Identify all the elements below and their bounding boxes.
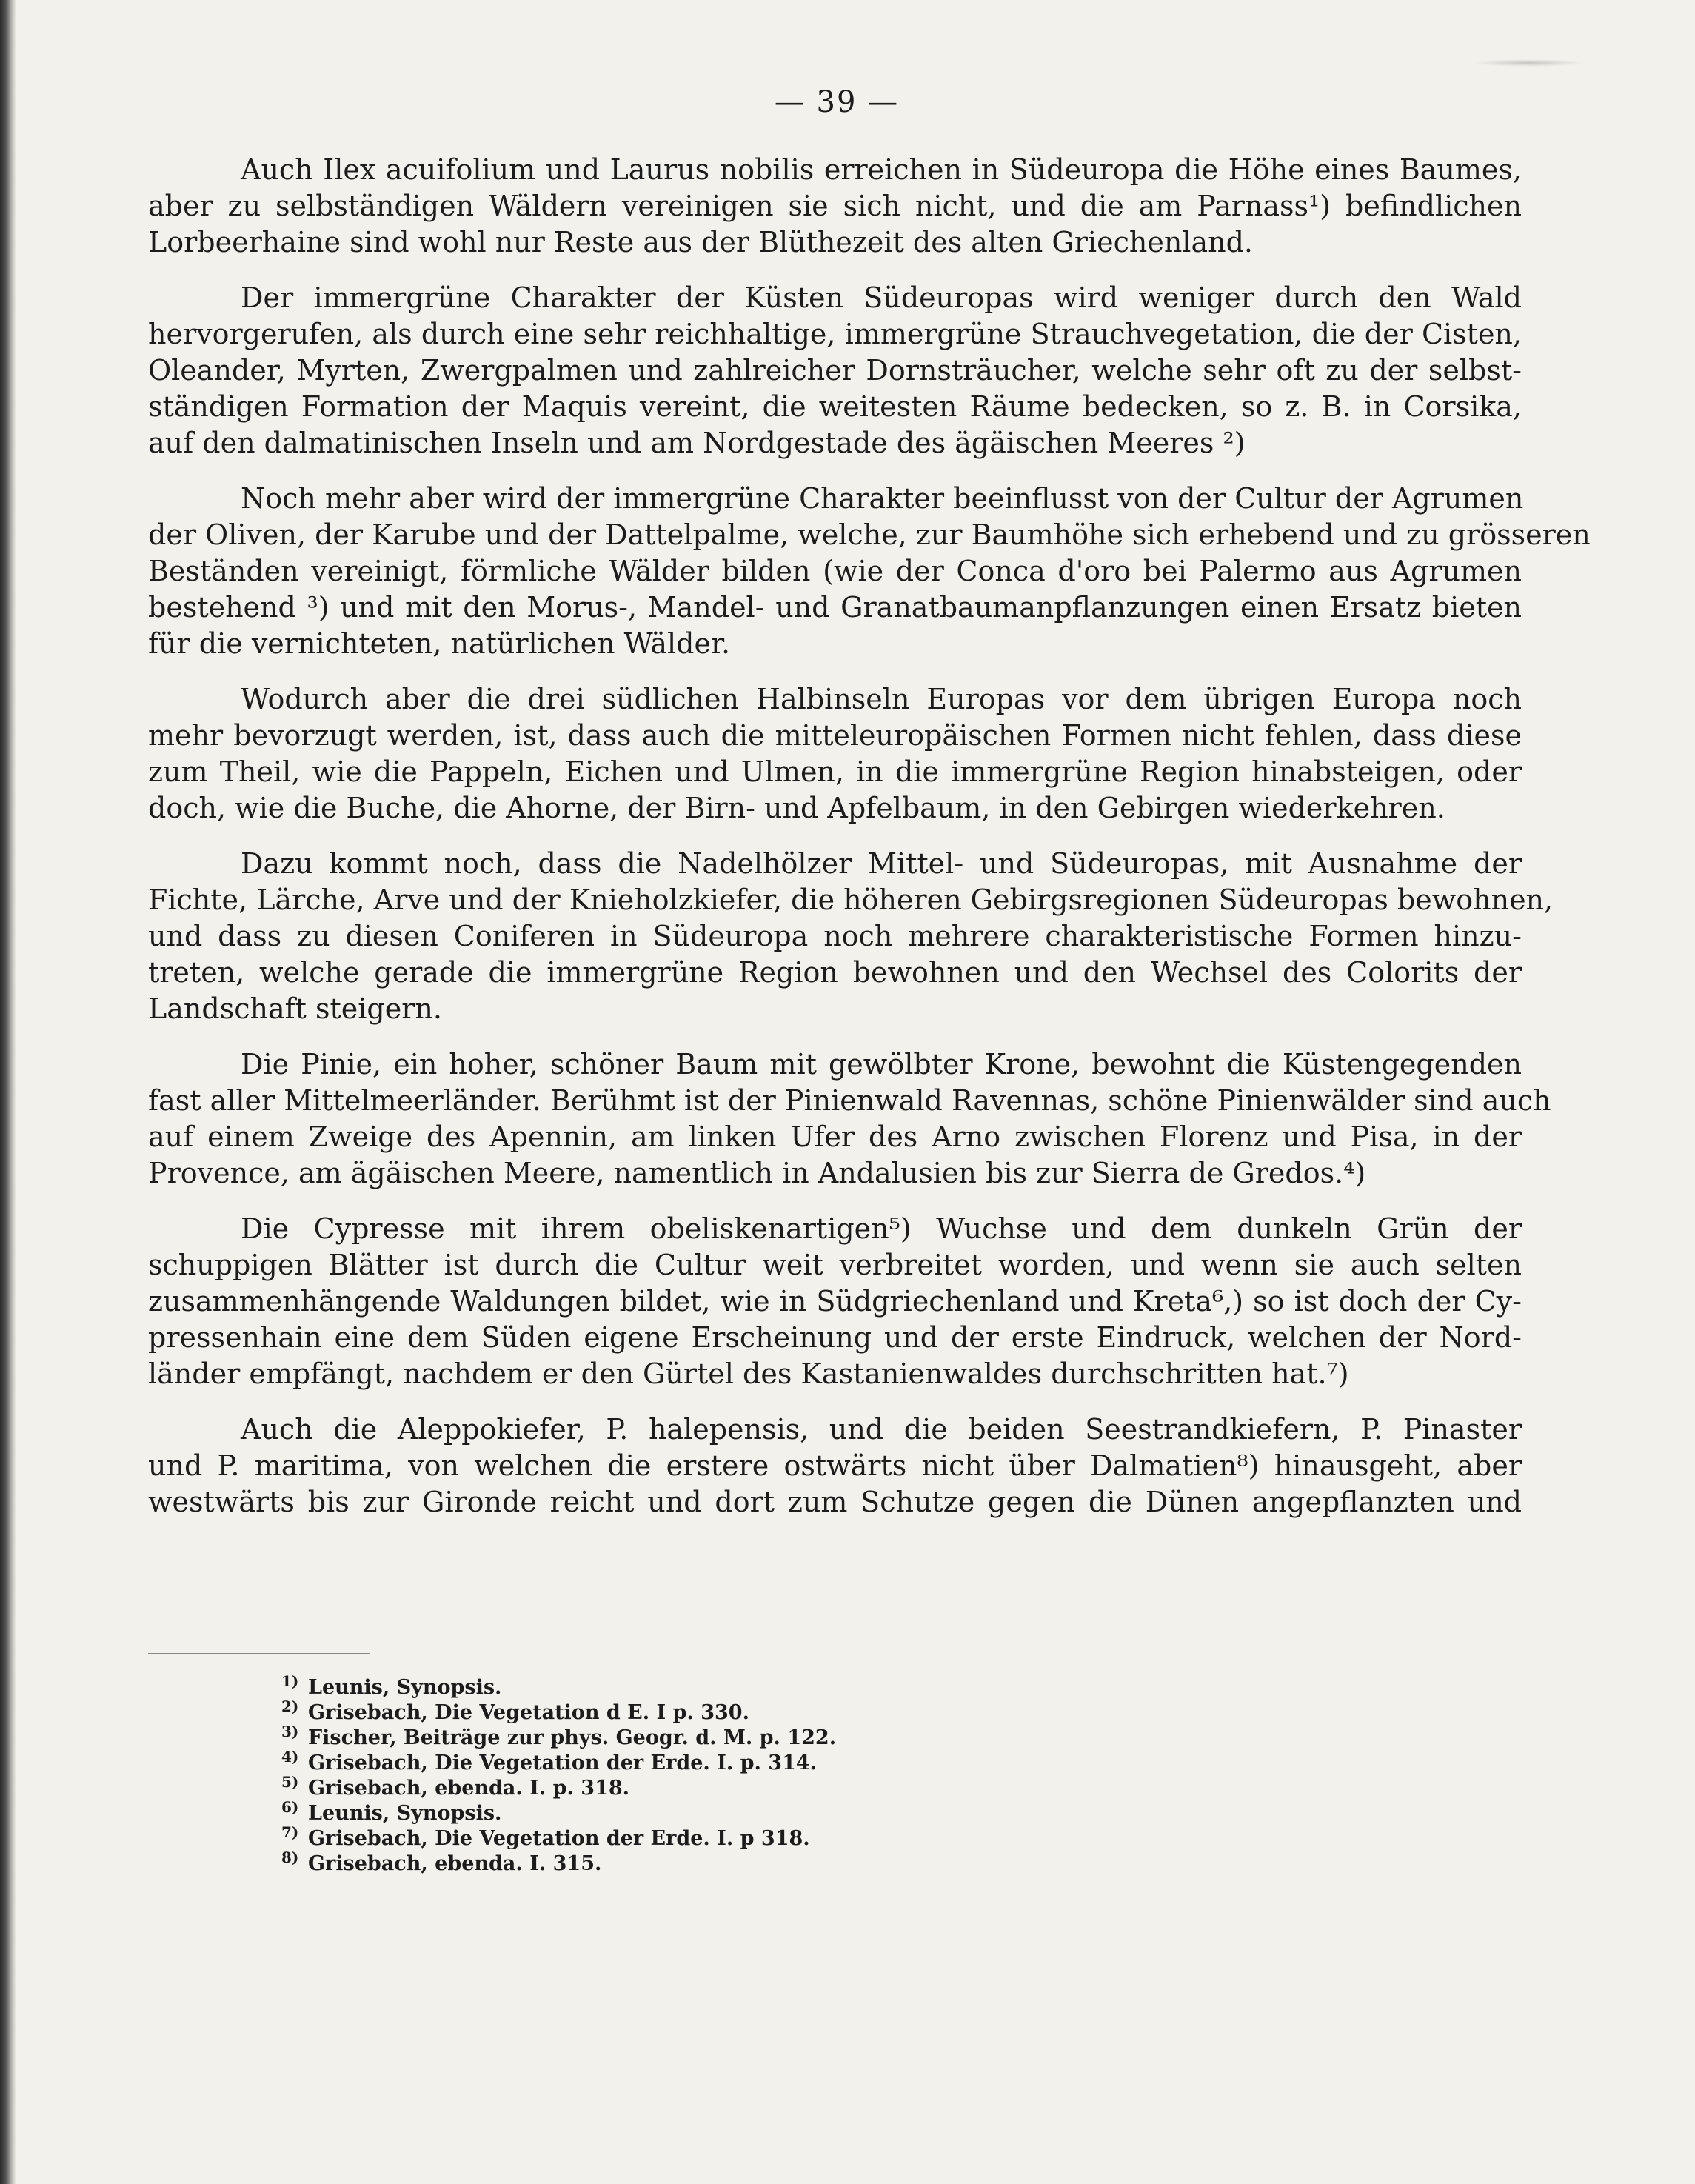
text-line: länder empfängt, nachdem er den Gürtel des Kastanienwaldes durchschritten hat.⁷) [148,1358,1349,1390]
footnote: 5) Grisebach, ebenda. I. p. 318. [281,1773,630,1800]
text-line: Wodurch aber die drei südlichen Halbinseln Europas vor dem übrigen Europa noch [241,683,1522,715]
text-line: westwärts bis zur Gironde reicht und dort zum Schutze gegen die Dünen angepflanzten und [148,1486,1522,1518]
text-line: pressenhain eine dem Süden eigene Erscheinung und der erste Eindruck, welchen der Nord- [148,1321,1522,1354]
text-line: und dass zu diesen Coniferen in Südeuropa noch mehrere charakteristische Formen hinzu- [148,920,1522,952]
footnote-text: Grisebach, Die Vegetation der Erde. I. p. 314. [308,1751,818,1774]
body-text [148,152,1591,1540]
text-line: Provence, am ägäischen Meere, namentlich in Andalusien bis zur Sierra de Gredos.⁴) [148,1157,1366,1189]
text-line: Fichte, Lärche, Arve und der Knieholzkiefer, die höheren Gebirgsregionen Südeuropas bewohnen, [148,884,1554,916]
footnote: 3) Fischer, Beiträge zur phys. Geogr. d. M. p. 122. [281,1723,837,1749]
text-line: Landschaft steigern. [148,992,442,1025]
text-line: Auch Ilex acuifolium und Laurus nobilis erreichen in Südeuropa die Höhe eines Baumes, [241,153,1522,186]
text-line: Lorbeerhaine sind wohl nur Reste aus der Blüthezeit des alten Griechenland. [148,226,1253,258]
text-line: Auch die Aleppokiefer, P. halepensis, und die beiden Seestrandkiefern, P. Pinaster [241,1413,1522,1446]
footnote-text: Leunis, Synopsis. [308,1676,502,1699]
footnotes [281,1672,1022,1877]
footnote: 2) Grisebach, Die Vegetation d E. I p. 330. [281,1697,749,1724]
text-line: Dazu kommt noch, dass die Nadelhölzer Mittel- und Südeuropas, mit Ausnahme der [241,847,1522,880]
footnote: 1) Leunis, Synopsis. [281,1672,502,1699]
footnote-text: Grisebach, ebenda. I. p. 318. [308,1777,630,1800]
page-number: — 39 — [774,85,900,119]
text-line: mehr bevorzugt werden, ist, dass auch die mitteleuropäischen Formen nicht fehlen, dass diese [148,719,1522,752]
text-line: zusammenhängende Waldungen bildet, wie in Südgriechenland und Kreta⁶,) so ist doch der Cy- [148,1285,1522,1318]
paragraph [148,1412,1522,1520]
paragraph [148,1046,1551,1192]
text-line: und P. maritima, von welchen die erstere ostwärts nicht über Dalmatien⁸) hinausgeht, aber [148,1449,1522,1482]
text-line: auf den dalmatinischen Inseln und am Nordgestade des ägäischen Meeres ²) [148,427,1246,459]
text-line: hervorgerufen, als durch eine sehr reichhaltige, immergrüne Strauchvegetation, die der Cisten, [148,318,1522,350]
footnote: 7) Grisebach, Die Vegetation der Erde. I. p 318. [281,1823,810,1850]
text-line: Die Cypresse mit ihrem obeliskenartigen⁵) Wuchse und dem dunkeln Grün der [241,1212,1522,1245]
text-line: treten, welche gerade die immergrüne Region bewohnen und den Wechsel des Colorits der [148,956,1522,989]
paragraph [148,846,1554,1027]
footnote: 6) Leunis, Synopsis. [281,1798,502,1825]
text-line: zum Theil, wie die Pappeln, Eichen und Ulmen, in die immergrüne Region hinabsteigen, oder [148,755,1522,788]
text-line: schuppigen Blätter ist durch die Cultur weit verbreitet worden, und wenn sie auch selten [148,1249,1522,1281]
text-line: Die Pinie, ein hoher, schöner Baum mit gewölbter Krone, bewohnt die Küstengegenden [241,1048,1522,1081]
text-line: aber zu selbständigen Wäldern vereinigen sie sich nicht, und die am Parnass¹) befindlichen [148,190,1522,222]
paragraph [148,152,1522,261]
footnote: 8) Grisebach, ebenda. I. 315. [281,1849,602,1875]
text-line: bestehend ³) und mit den Morus-, Mandel- und Granatbaumanpflanzungen einen Ersatz bieten [148,591,1522,624]
footnote: 4) Grisebach, Die Vegetation der Erde. I. p. 314. [281,1748,818,1774]
footnote-divider [148,1653,370,1654]
footnote-text: Fischer, Beiträge zur phys. Geogr. d. M. p. 122. [308,1726,837,1749]
text-line: Noch mehr aber wird der immergrüne Charakter beeinflusst von der Cultur der Agrumen [241,482,1524,515]
paragraph [148,280,1522,461]
text-line: auf einem Zweige des Apennin, am linken Ufer des Arno zwischen Florenz und Pisa, in der [148,1121,1522,1153]
paragraph [148,1211,1522,1392]
paragraph [148,681,1522,826]
text-line: doch, wie die Buche, die Ahorne, der Birn- und Apfelbaum, in den Gebirgen wiederkehren. [148,792,1445,824]
paragraph [148,481,1591,662]
text-line: Beständen vereinigt, förmliche Wälder bilden (wie der Conca d'oro bei Palermo aus Agrumen [148,555,1522,587]
footnote-text: Grisebach, ebenda. I. 315. [308,1852,602,1875]
text-line: Der immergrüne Charakter der Küsten Südeuropas wird weniger durch den Wald [241,281,1522,314]
footnote-text: Leunis, Synopsis. [308,1802,502,1825]
text-line: fast aller Mittelmeerländer. Berühmt ist der Pinienwald Ravennas, schöne Pinienwälder sind auch [148,1084,1551,1117]
footnote-text: Grisebach, Die Vegetation d E. I p. 330. [308,1701,749,1724]
footnote-text: Grisebach, Die Vegetation der Erde. I. p 318. [308,1827,810,1850]
text-line: Oleander, Myrten, Zwergpalmen und zahlreicher Dornsträucher, welche sehr oft zu der selbst- [148,354,1522,387]
binding-edge [0,0,16,2184]
ink-smudge [1473,59,1584,67]
text-line: der Oliven, der Karube und der Dattelpalme, welche, zur Baumhöhe sich erhebend und zu grösseren [148,518,1591,551]
text-line: für die vernichteten, natürlichen Wälder. [148,627,731,660]
text-line: ständigen Formation der Maquis vereint, die weitesten Räume bedecken, so z. B. in Corsika, [148,390,1522,423]
